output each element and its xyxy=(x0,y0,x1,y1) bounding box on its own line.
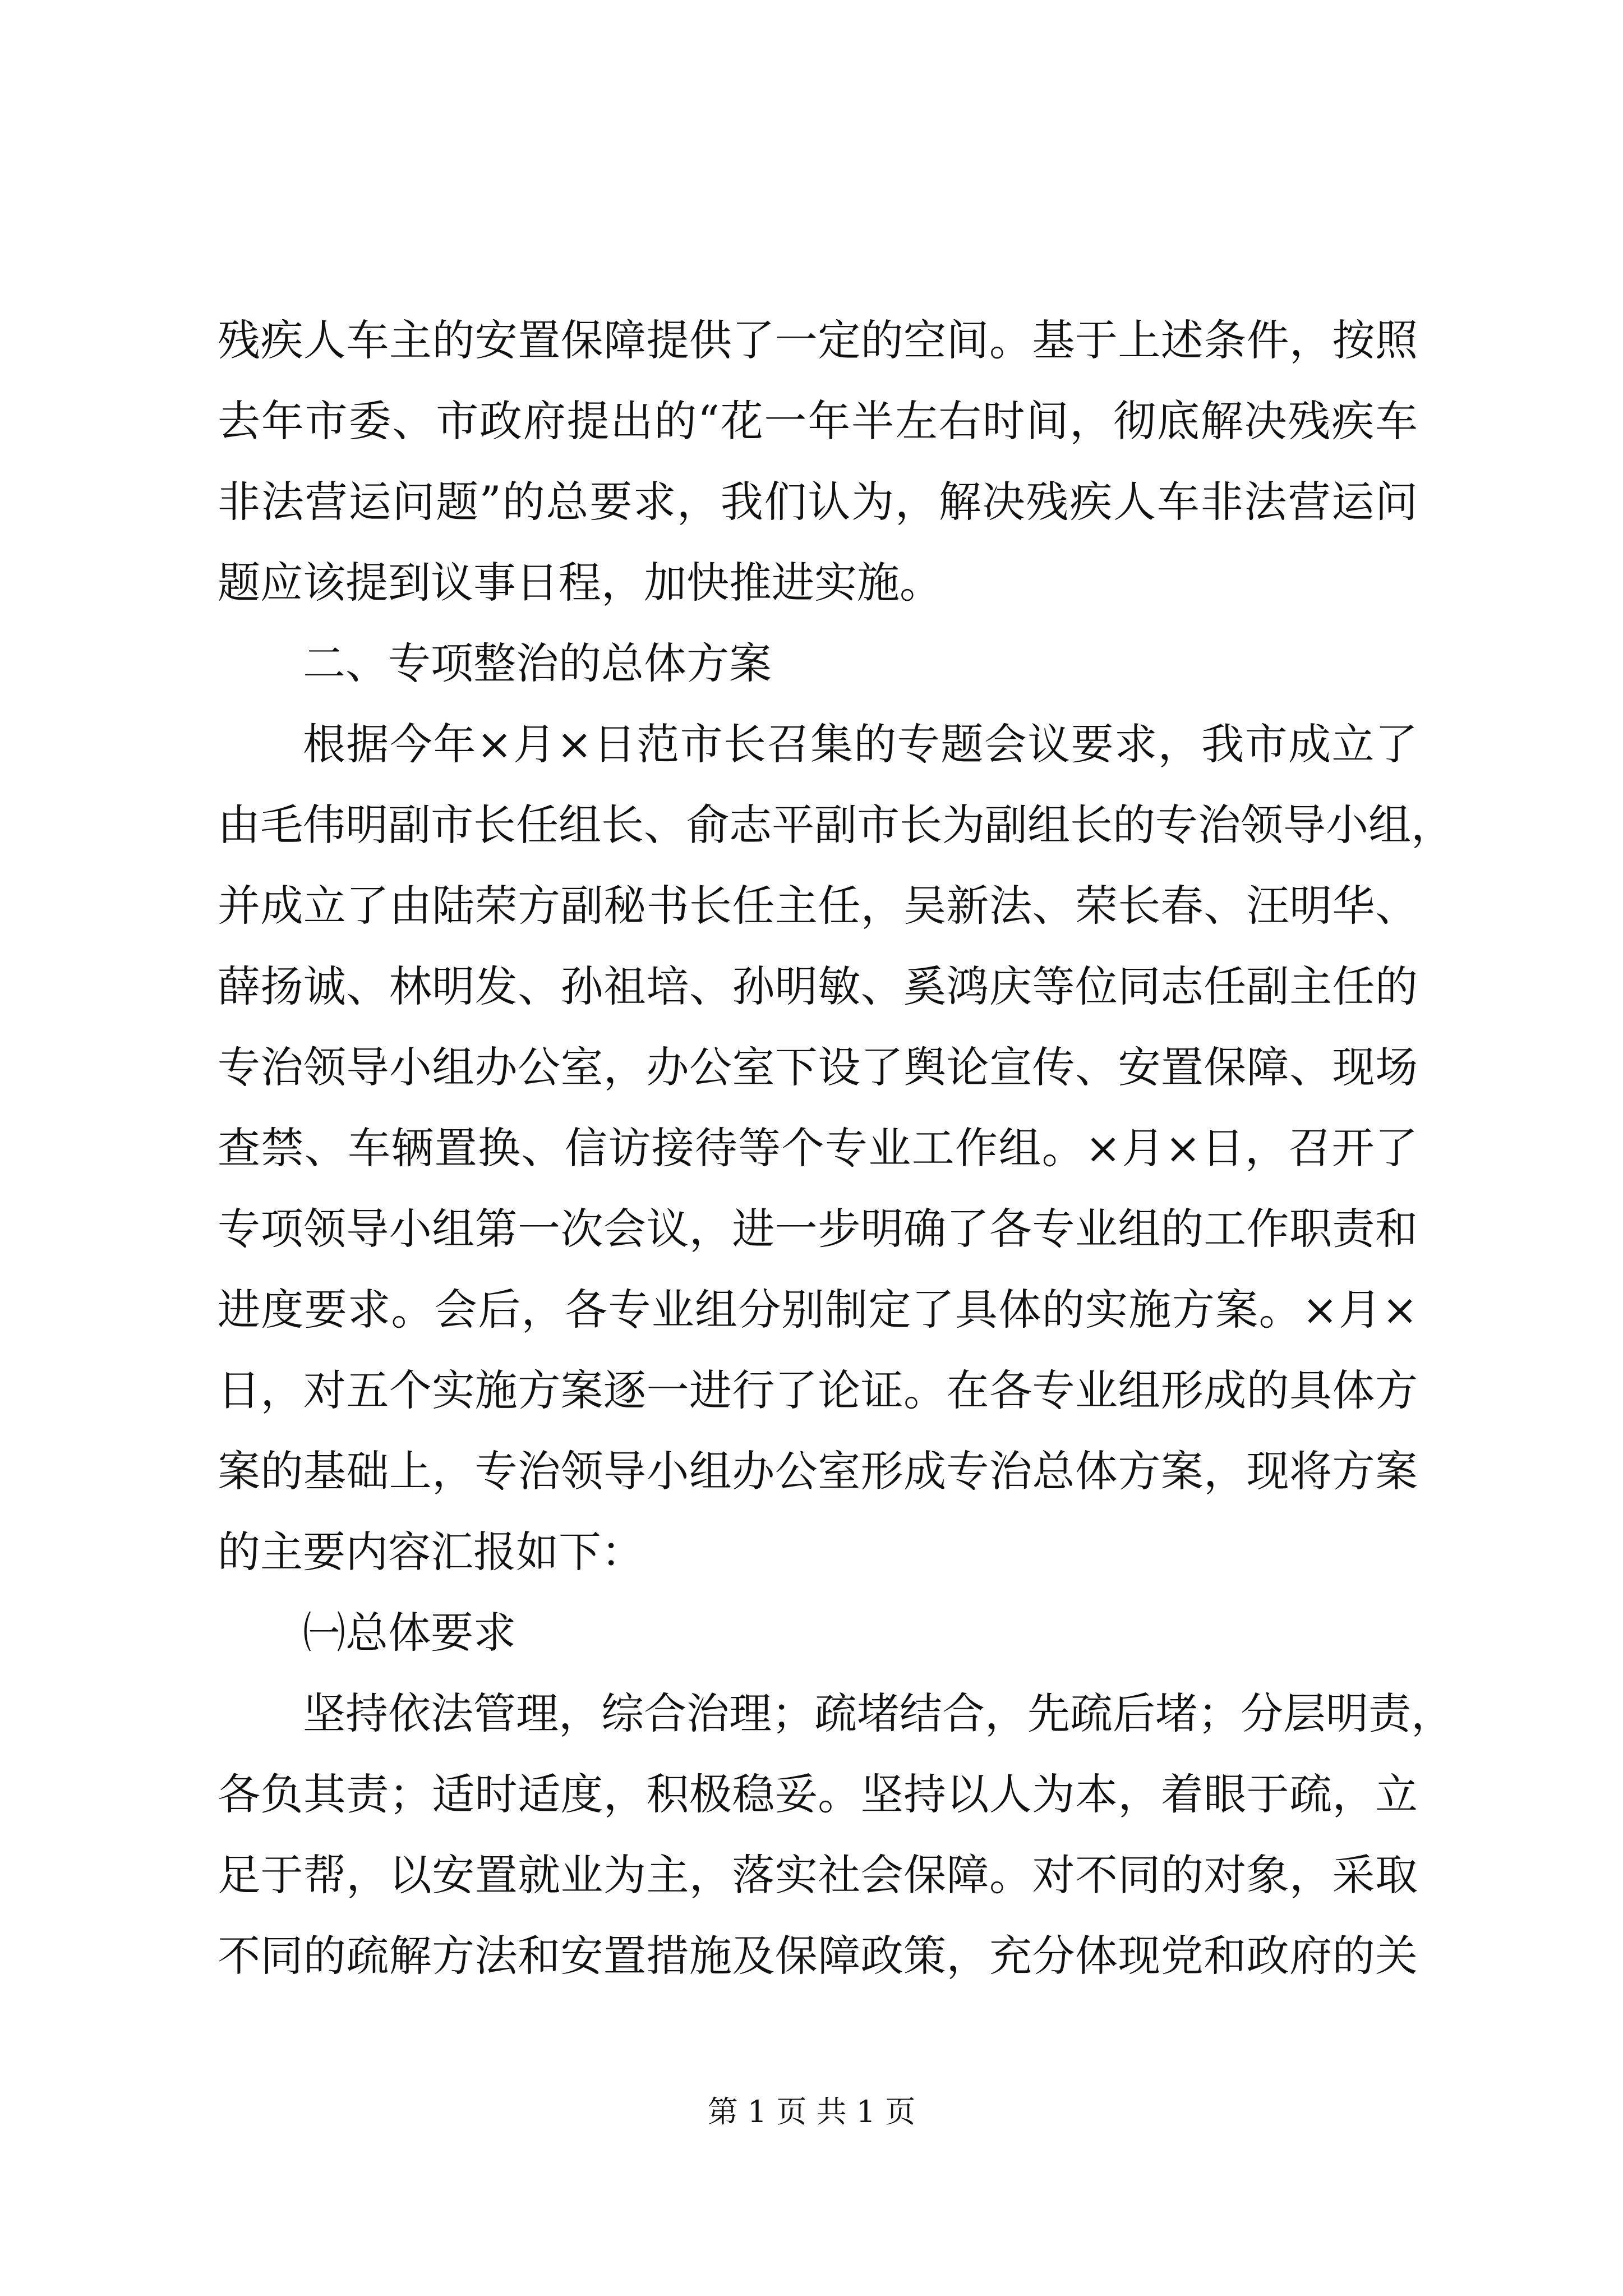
text-line: 日，对五个实施方案逐一进行了论证。在各专业组形成的具体方 xyxy=(218,1365,1418,1415)
paragraph-situation xyxy=(218,300,1418,623)
text-line: 各负其责；适时适度，积极稳妥。坚持以人为本，着眼于疏，立 xyxy=(218,1769,1418,1819)
document-body xyxy=(218,300,1454,1996)
subsection-heading: ㈠总体要求 xyxy=(303,1608,516,1658)
text-line: 的主要内容汇报如下： xyxy=(218,1527,644,1577)
text-line: 坚持依法管理，综合治理；疏堵结合，先疏后堵；分层明责， xyxy=(303,1688,1454,1738)
page-number: 第 1 页 共 1 页 xyxy=(707,2094,916,2129)
page-footer xyxy=(0,2092,1623,2132)
text-line: 不同的疏解方法和安置措施及保障政策，充分体现党和政府的关 xyxy=(218,1931,1418,1981)
text-line: 专项领导小组第一次会议，进一步明确了各专业组的工作职责和 xyxy=(218,1204,1418,1254)
text-line: 足于帮，以安置就业为主，落实社会保障。对不同的对象，采取 xyxy=(218,1850,1418,1900)
section-heading: 二、专项整治的总体方案 xyxy=(303,638,772,688)
text-line: 由毛伟明副市长任组长、俞志平副市长为副组长的专治领导小组， xyxy=(218,800,1454,850)
text-line: 残疾人车主的安置保障提供了一定的空间。基于上述条件，按照 xyxy=(218,315,1418,365)
text-line: 并成立了由陆荣方副秘书长任主任，吴新法、荣长春、汪明华、 xyxy=(218,881,1418,931)
text-line: 去年市委、市政府提出的“花一年半左右时间，彻底解决残疾车 xyxy=(218,396,1418,446)
paragraph-requirements xyxy=(218,1673,1454,1996)
text-line: 非法营运问题”的总要求，我们认为，解决残疾人车非法营运问 xyxy=(218,477,1418,527)
text-line: 根据今年×月×日范市长召集的专题会议要求，我市成立了 xyxy=(303,719,1418,769)
text-line: 题应该提到议事日程，加快推进实施。 xyxy=(218,558,942,608)
text-line: 查禁、车辆置换、信访接待等个专业工作组。×月×日，召开了 xyxy=(218,1123,1418,1173)
text-line: 薛扬诚、林明发、孙祖培、孙明敏、奚鸿庆等位同志任副主任的 xyxy=(218,961,1418,1011)
text-line: 案的基础上，专治领导小组办公室形成专治总体方案，现将方案 xyxy=(218,1446,1418,1496)
text-line: 专治领导小组办公室，办公室下设了舆论宣传、安置保障、现场 xyxy=(218,1042,1418,1092)
text-line: 进度要求。会后，各专业组分别制定了具体的实施方案。×月× xyxy=(218,1285,1418,1335)
paragraph-organization xyxy=(218,704,1454,1593)
